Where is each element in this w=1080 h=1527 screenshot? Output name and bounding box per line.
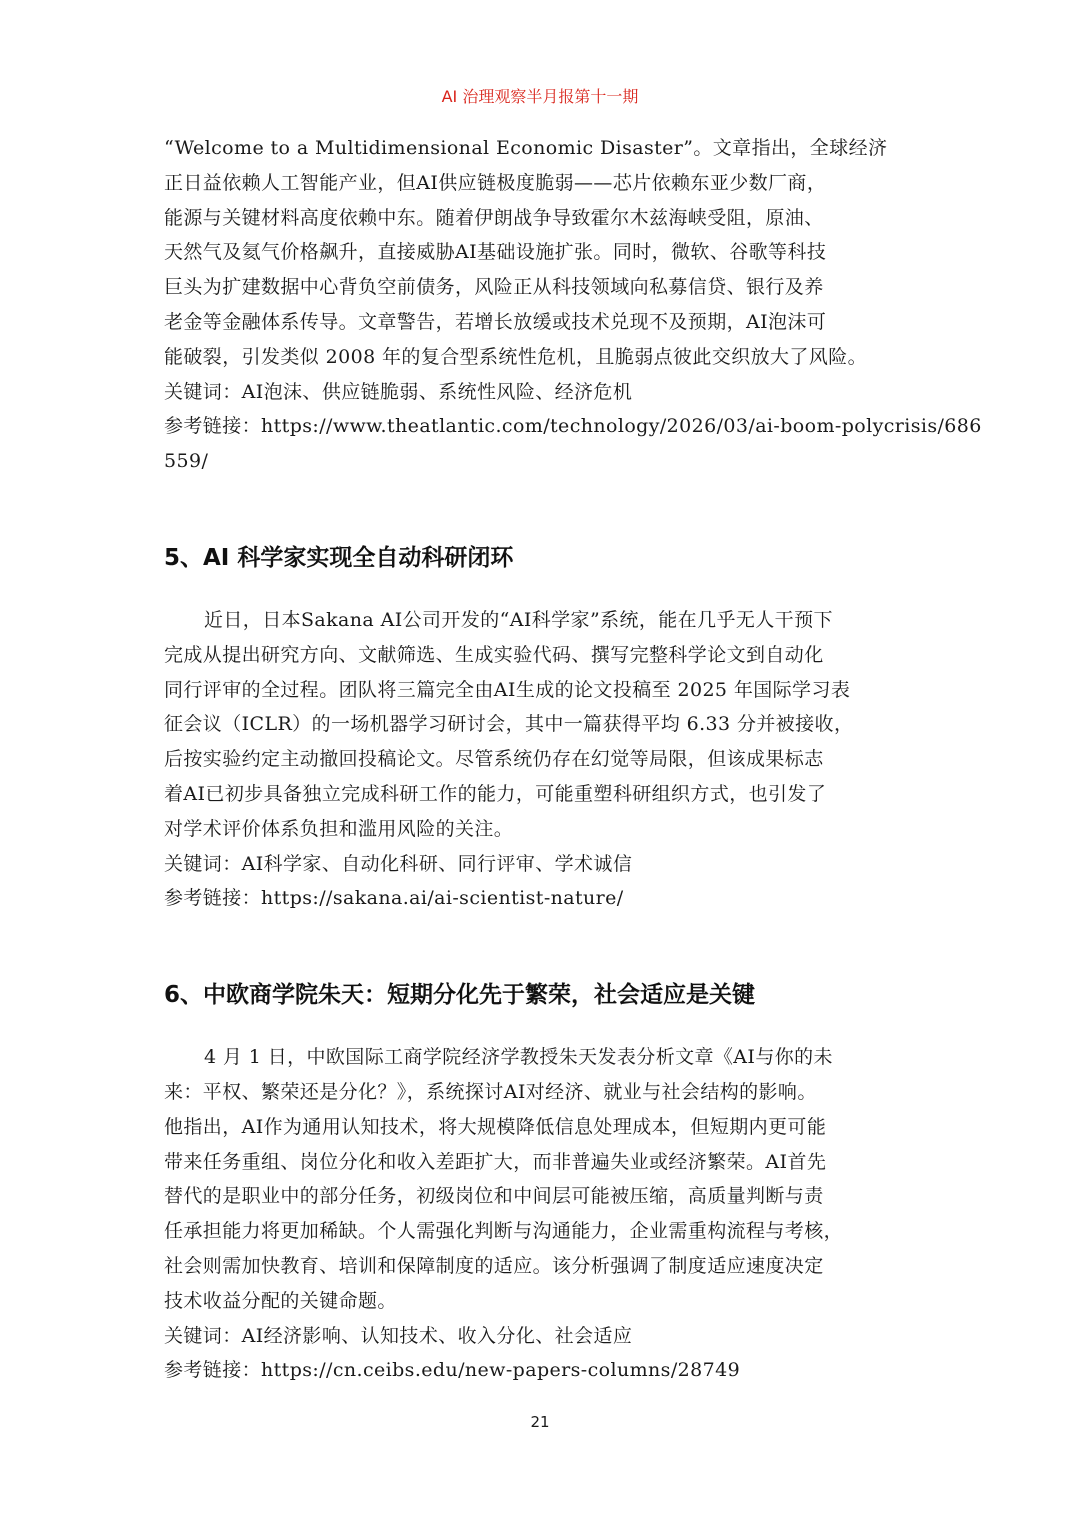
section-5-heading: 5、AI 科学家实现全自动科研闭环 <box>164 544 514 571</box>
paragraph-line: 老金等金融体系传导。文章警告，若增长放缓或技术兑现不及预期，AI泡沫可 <box>164 310 827 333</box>
paragraph-line: 对学术评价体系负担和滥用风险的关注。 <box>164 817 514 840</box>
paragraph-line: 来：平权、繁荣还是分化？》，系统探讨AI对经济、就业与社会结构的影响。 <box>164 1080 817 1103</box>
reference-link-continued[interactable]: 559/ <box>164 450 209 473</box>
reference-link[interactable]: 参考链接：https://cn.ceibs.edu/new-papers-columns/28749 <box>164 1359 741 1382</box>
paragraph-line: 能破裂，引发类似 2008 年的复合型系统性危机，且脆弱点彼此交织放大了风险。 <box>164 345 868 368</box>
keywords-line: 关键词：AI科学家、自动化科研、同行评审、学术诚信 <box>164 852 633 875</box>
section-5-body <box>164 603 924 916</box>
paragraph-line: 他指出，AI作为通用认知技术，将大规模降低信息处理成本，但短期内更可能 <box>164 1115 827 1138</box>
paragraph-line: 着AI已初步具备独立完成科研工作的能力，可能重塑科研组织方式，也引发了 <box>164 782 827 805</box>
paragraph-line: 巨头为扩建数据中心背负空前债务，风险正从科技领域向私募信贷、银行及养 <box>164 276 824 299</box>
running-header: AI 治理观察半月报第十一期 <box>441 87 639 106</box>
reference-link[interactable]: 参考链接：https://sakana.ai/ai-scientist-nature/ <box>164 887 624 910</box>
paragraph-line: 替代的是职业中的部分任务，初级岗位和中间层可能被压缩，高质量判断与责 <box>164 1185 824 1208</box>
paragraph-line: “Welcome to a Multidimensional Economic Disaster”。文章指出，全球经济 <box>164 137 888 159</box>
paragraph-line: 同行评审的全过程。团队将三篇完全由AI生成的论文投稿至 2025 年国际学习表 <box>164 678 851 701</box>
paragraph-line: 技术收益分配的关键命题。 <box>164 1289 397 1312</box>
section-6-body <box>164 1040 924 1388</box>
paragraph-line: 4 月 1 日，中欧国际工商学院经济学教授朱天发表分析文章《AI与你的未 <box>204 1046 833 1069</box>
section-6-heading: 6、中欧商学院朱天：短期分化先于繁荣，社会适应是关键 <box>164 982 756 1009</box>
page-content <box>164 131 982 1388</box>
paragraph-line: 能源与关键材料高度依赖中东。随着伊朗战争导致霍尔木兹海峡受阻，原油、 <box>164 206 824 229</box>
paragraph-line: 后按实验约定主动撤回投稿论文。尽管系统仍存在幻觉等局限，但该成果标志 <box>164 748 824 771</box>
paragraph-line: 带来任务重组、岗位分化和收入差距扩大，而非普遍失业或经济繁荣。AI首先 <box>164 1150 827 1173</box>
keywords-line: 关键词：AI经济影响、认知技术、收入分化、社会适应 <box>164 1324 633 1347</box>
paragraph-line: 任承担能力将更加稀缺。个人需强化判断与沟通能力，企业需重构流程与考核， <box>164 1220 844 1243</box>
paragraph-line: 正日益依赖人工智能产业，但AI供应链极度脆弱——芯片依赖东亚少数厂商， <box>164 171 827 194</box>
section-4-body <box>164 131 982 479</box>
page-number: 21 <box>530 1413 550 1431</box>
paragraph-line: 社会则需加快教育、培训和保障制度的适应。该分析强调了制度适应速度决定 <box>164 1254 824 1277</box>
keywords-line: 关键词：AI泡沫、供应链脆弱、系统性风险、经济危机 <box>164 380 633 403</box>
paragraph-line: 完成从提出研究方向、文献筛选、生成实验代码、撰写完整科学论文到自动化 <box>164 643 824 666</box>
paragraph-line: 征会议（ICLR）的一场机器学习研讨会，其中一篇获得平均 6.33 分并被接收， <box>164 713 854 736</box>
reference-link[interactable]: 参考链接：https://www.theatlantic.com/technology/2026/03/ai-boom-polycrisis/686 <box>164 415 982 438</box>
paragraph-line: 天然气及氦气价格飙升，直接威胁AI基础设施扩张。同时，微软、谷歌等科技 <box>164 241 827 264</box>
paragraph-line: 近日，日本Sakana AI公司开发的“AI科学家”系统，能在几乎无人干预下 <box>204 608 833 631</box>
